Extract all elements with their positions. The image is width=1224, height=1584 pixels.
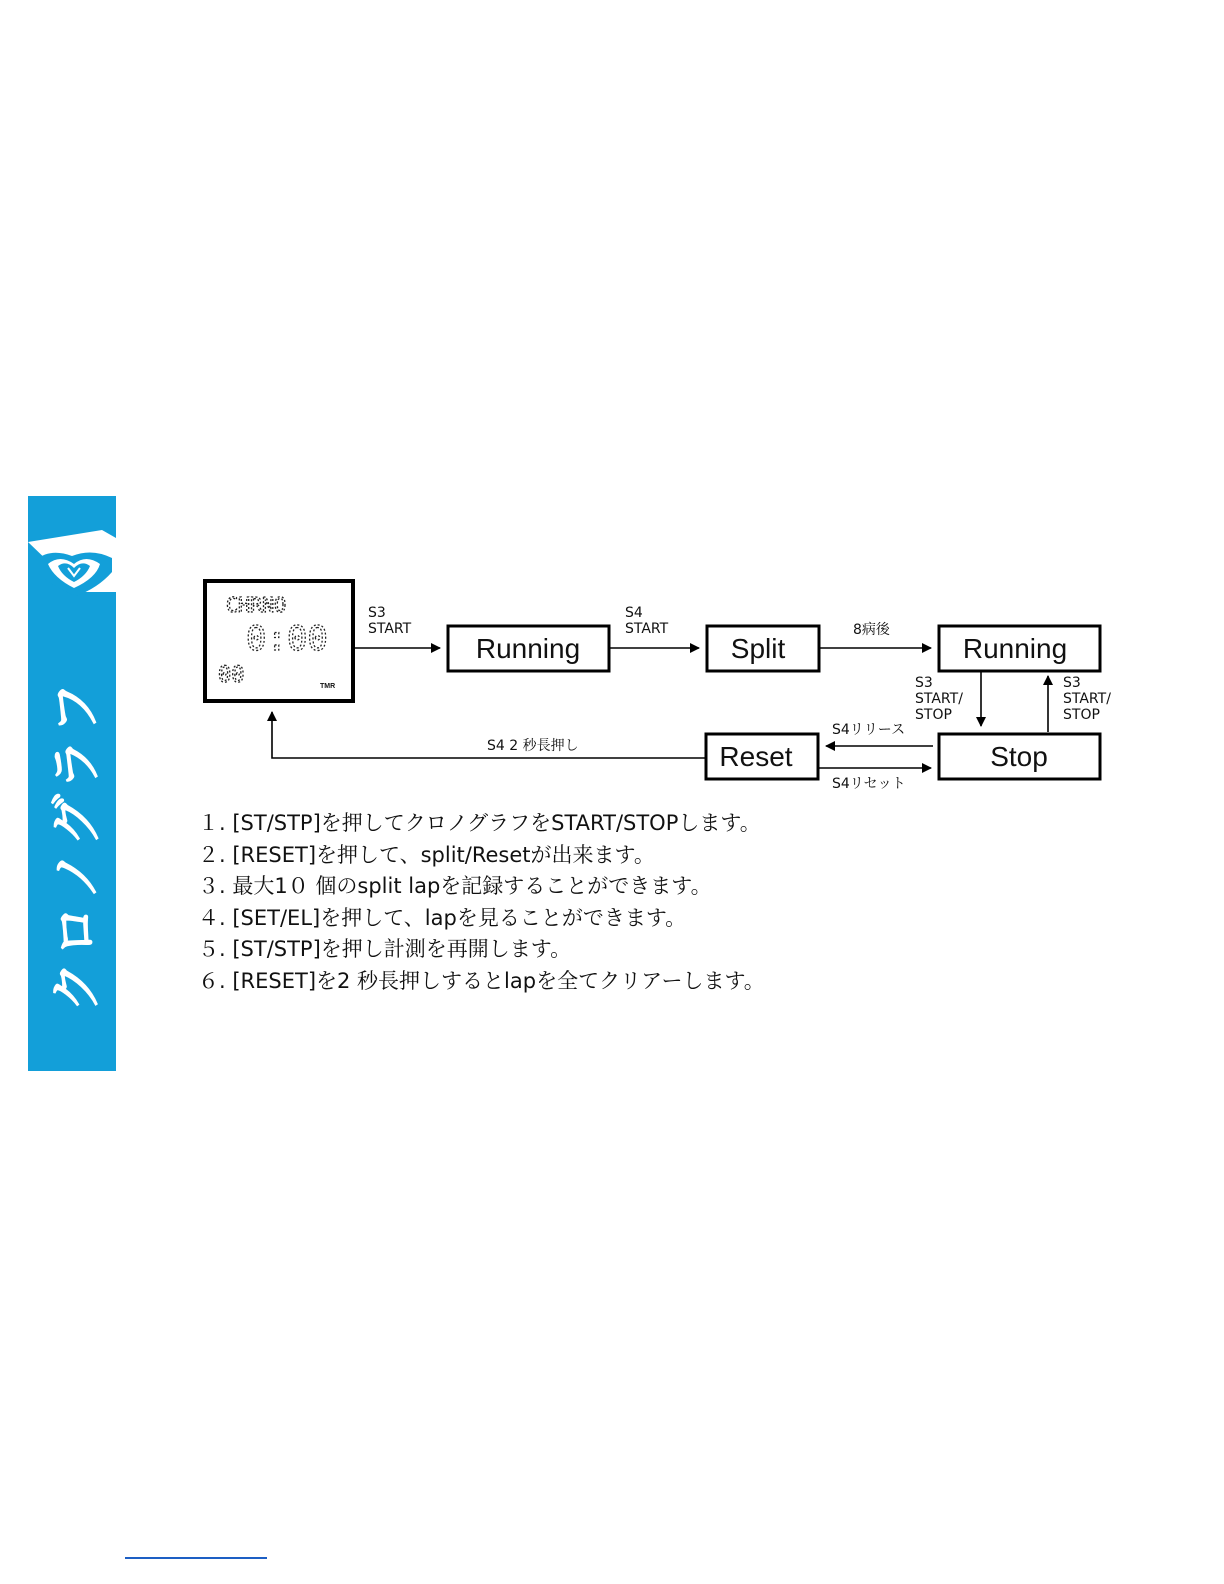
edge-label-s3-down-2: START/ bbox=[915, 691, 963, 707]
watch-indicator: TMR bbox=[320, 683, 336, 690]
edge-label-s3-start-2: START bbox=[368, 621, 412, 637]
footer-rule bbox=[125, 1557, 267, 1559]
edge-label-s4-start-2: START bbox=[625, 621, 669, 637]
edge-label-s3-up-3: STOP bbox=[1063, 707, 1100, 723]
instruction-item-2: ２. [RESET]を押して、split/Resetが出来ます。 bbox=[198, 842, 655, 867]
sidebar-title bbox=[28, 677, 116, 1013]
brand-logo bbox=[28, 530, 116, 598]
state-stop-label: Stop bbox=[990, 741, 1048, 772]
state-running-2-label: Running bbox=[962, 633, 1068, 664]
edge-label-s3-down-1: S3 bbox=[915, 675, 933, 691]
edge-label-s4-hold: S4 2 秒長押し bbox=[487, 738, 579, 754]
watch-display bbox=[205, 581, 353, 701]
edge-label-s3-down-3: STOP bbox=[915, 707, 952, 723]
state-reset bbox=[706, 734, 818, 779]
instruction-item-4: ４. [SET/EL]を押して、lapを見ることができます。 bbox=[198, 905, 687, 930]
instruction-item-6: ６. [RESET]を2 秒長押しするとlapを全てクリアーします。 bbox=[198, 968, 765, 993]
state-running-1-label: Running bbox=[475, 633, 581, 664]
state-stop bbox=[939, 734, 1100, 779]
instruction-item-3: ３. 最大1０ 個のsplit lapを記録することができます。 bbox=[198, 874, 712, 899]
edge-label-s4-reset: S4リセット bbox=[832, 776, 906, 792]
edge-label-s3-up-2: START/ bbox=[1063, 691, 1111, 707]
edge-label-s4-start-1: S4 bbox=[625, 605, 643, 621]
edge-label-s3-start-1: S3 bbox=[368, 605, 386, 621]
instruction-item-5: ５. [ST/STP]を押し計測を再開します。 bbox=[198, 937, 572, 962]
sidebar-title-text: クロノグラフ bbox=[47, 677, 108, 1013]
watch-sub-text: 00 bbox=[218, 663, 245, 688]
edge-label-s3-up-1: S3 bbox=[1063, 675, 1081, 691]
watch-time-text: 0:00 bbox=[246, 619, 328, 659]
watch-mode-text: CHRNO bbox=[226, 593, 287, 617]
edge-label-after-8s: 8病後 bbox=[853, 622, 890, 638]
heart-logo-icon bbox=[28, 530, 116, 598]
edge-label-s4-release: S4リリース bbox=[832, 722, 906, 738]
state-running-1 bbox=[448, 626, 609, 671]
state-diagram bbox=[190, 570, 1130, 800]
state-split-label: Split bbox=[730, 633, 786, 664]
instruction-list bbox=[198, 808, 765, 998]
state-running-2 bbox=[939, 626, 1100, 671]
instruction-item-1: １. [ST/STP]を押してクロノグラフをSTART/STOPします。 bbox=[198, 811, 761, 835]
state-reset-label: Reset bbox=[719, 741, 793, 772]
state-split bbox=[707, 626, 819, 671]
